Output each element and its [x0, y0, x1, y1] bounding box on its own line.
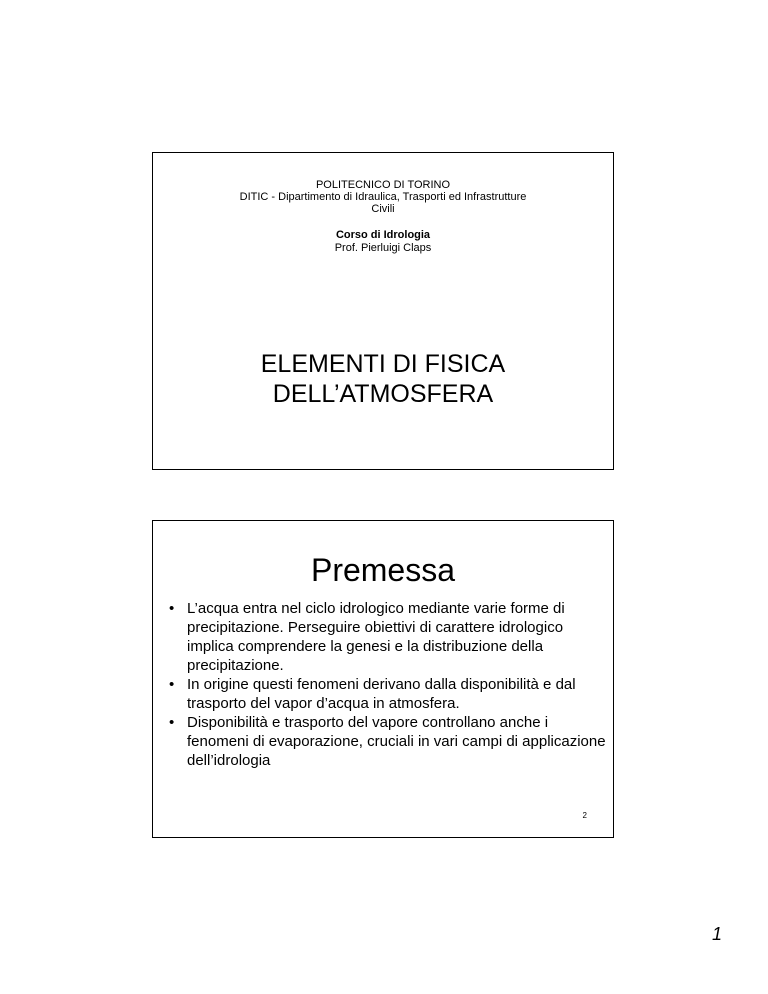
bullet-icon: • — [169, 600, 175, 617]
professor-name: Prof. Pierluigi Claps — [334, 242, 432, 254]
bullet-icon: • — [169, 676, 175, 693]
institution-header — [153, 179, 613, 215]
slide-1 — [152, 152, 614, 470]
bullet-icon: • — [169, 714, 175, 731]
slide-1-title-line-2: DELL’ATMOSFERA — [272, 380, 494, 408]
list-item — [167, 713, 607, 770]
bullet-text: In origine questi fenomeni derivano dalla disponibilità e dal trasporto del vapor d’acqua in atmosfera. — [187, 676, 576, 712]
slide-number: 2 — [582, 811, 587, 820]
course-info — [153, 229, 613, 255]
department-line-2: Civili — [371, 203, 395, 215]
slide-1-title-line-1: ELEMENTI DI FISICA — [260, 350, 506, 378]
department-line-1: DITIC - Dipartimento di Idraulica, Trasporti ed Infrastrutture — [239, 191, 527, 203]
slide-1-title — [153, 349, 613, 409]
institution-name: POLITECNICO DI TORINO — [315, 179, 451, 191]
bullet-text: L’acqua entra nel ciclo idrologico mediante varie forme di precipitazione. Perseguire obiettivi di carattere idrologico implica comprendere la genesi e la distribuzione della precipitazione. — [187, 600, 565, 674]
list-item — [167, 599, 607, 675]
bullet-list — [167, 599, 607, 770]
list-item — [167, 675, 607, 713]
bullet-text: Disponibilità e trasporto del vapore controllano anche i fenomeni di evaporazione, cruciali in vari campi di applicazione dell’idrologia — [187, 714, 606, 769]
page-number: 1 — [711, 924, 722, 944]
slide-2 — [152, 520, 614, 838]
slide-2-title: Premessa — [310, 552, 456, 588]
department-name — [218, 191, 548, 215]
course-name: Corso di Idrologia — [335, 229, 431, 241]
